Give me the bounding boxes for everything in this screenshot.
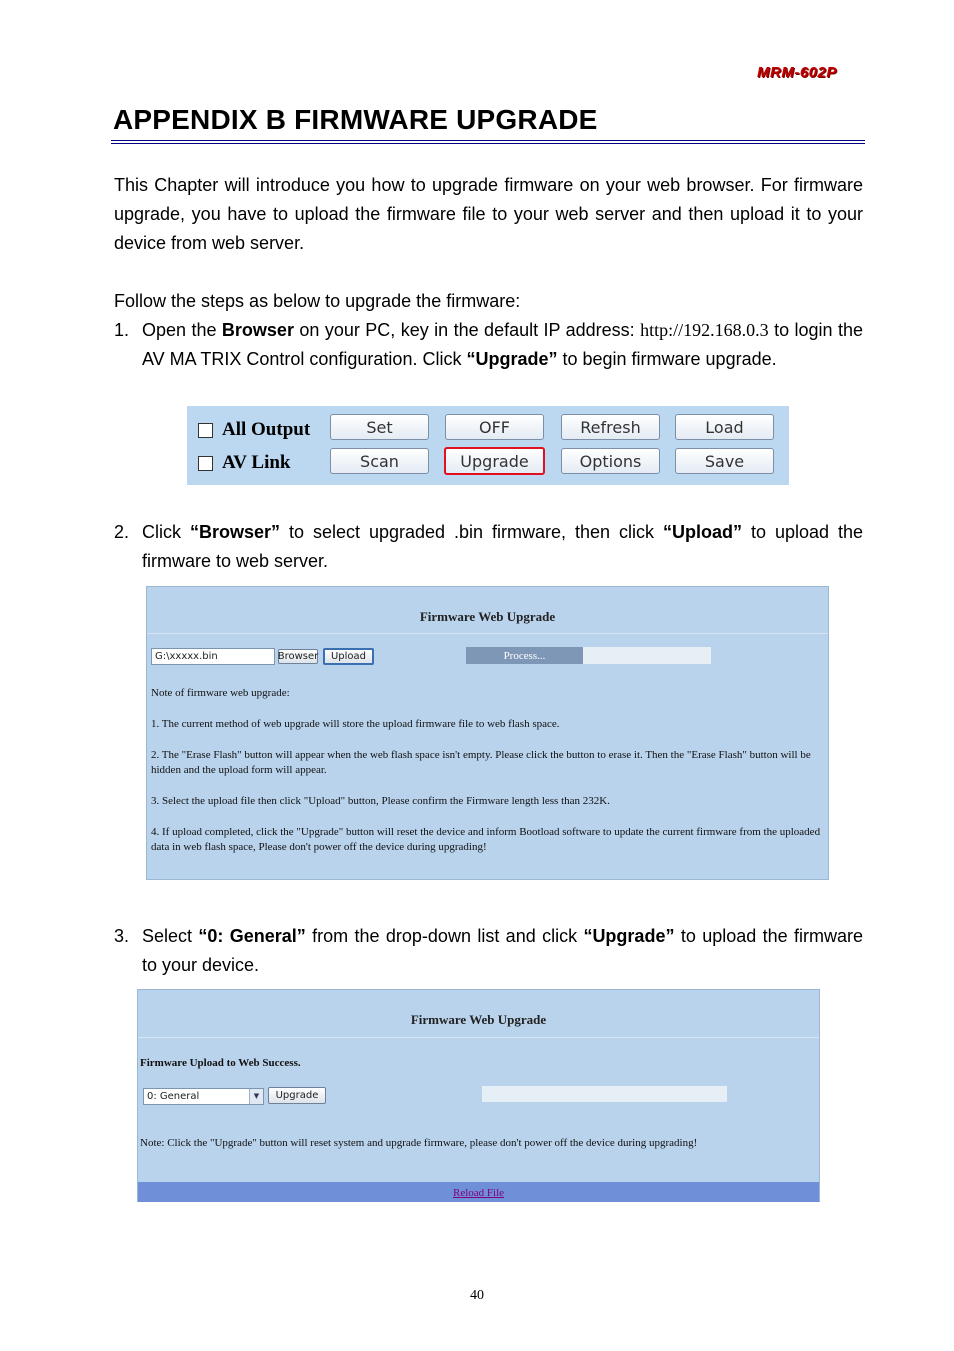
- step-number: 2.: [114, 522, 130, 542]
- note-item: 3. Select the upload file then click "Upload" button, Please confirm the Firmware length less than 232K.: [151, 795, 610, 807]
- web-upload-screenshot: [146, 586, 829, 880]
- title-rule: [111, 140, 865, 141]
- step-1: [114, 316, 863, 374]
- refresh-button[interactable]: Refresh: [561, 414, 660, 440]
- brand-logo: MRM-602P: [757, 64, 837, 81]
- step-text: Open the Browser on your PC, key in the default IP address: http://192.168.0.3 to login the AV MA TRIX Control configuration. Click “Upgrade” to begin firmware upgrade.: [142, 320, 863, 369]
- upload-progress-filled: Process...: [466, 647, 583, 664]
- step-3: [114, 922, 863, 980]
- step-text: Click “Browser” to select upgraded .bin firmware, then click “Upload” to upload the firmware to web server.: [142, 522, 864, 571]
- note-item: 4. If upload completed, click the "Upgrade" button will reset the device and inform Bootload software to update the current firmware from the uploaded data in web flash space, Please don't power off the device during upgrading!: [151, 826, 821, 853]
- off-button[interactable]: OFF: [445, 414, 544, 440]
- firmware-type-select[interactable]: 0: General ▼: [143, 1088, 264, 1105]
- note-heading: Note of firmware web upgrade:: [151, 687, 290, 699]
- upload-button[interactable]: Upload: [323, 648, 374, 665]
- options-button[interactable]: Options: [561, 448, 660, 474]
- web-upgrade-screenshot: [137, 989, 820, 1202]
- step-number: 1.: [114, 320, 130, 340]
- upgrade-note: Note: Click the "Upgrade" button will reset system and upgrade firmware, please don't power off the device during upgrading!: [140, 1137, 698, 1149]
- step-2: [114, 518, 863, 576]
- panel-divider: [147, 633, 828, 634]
- note-item: 2. The "Erase Flash" button will appear when the web flash space isn't empty. Please click the button to erase it. Then the "Erase Flash" button will be hidden and the upload form will appear.: [151, 749, 811, 776]
- page-title: APPENDIX B FIRMWARE UPGRADE: [113, 104, 598, 135]
- scan-button[interactable]: Scan: [330, 448, 429, 474]
- av-link-label: AV Link: [222, 452, 291, 473]
- chevron-down-icon[interactable]: ▼: [249, 1089, 263, 1104]
- save-button[interactable]: Save: [675, 448, 774, 474]
- upgrade-submit-button[interactable]: Upgrade: [268, 1087, 326, 1104]
- step-number: 3.: [114, 926, 130, 946]
- ip-address-link[interactable]: http://192.168.0.3: [640, 320, 769, 340]
- upgrade-button[interactable]: Upgrade: [444, 447, 545, 475]
- file-path-field[interactable]: G:\xxxxx.bin: [151, 648, 275, 665]
- note-item: 1. The current method of web upgrade will store the upload firmware file to web flash space.: [151, 718, 560, 730]
- upgrade-progress-bar: [482, 1086, 727, 1102]
- panel-divider: [138, 1037, 819, 1038]
- load-button[interactable]: Load: [675, 414, 774, 440]
- all-output-label: All Output: [222, 419, 311, 440]
- control-panel-screenshot: [187, 406, 789, 485]
- follow-paragraph: Follow the steps as below to upgrade the firmware:: [114, 291, 521, 311]
- browser-button[interactable]: Browser: [277, 651, 319, 662]
- upload-panel-title: Firmware Web Upgrade: [419, 609, 556, 624]
- reload-file-link[interactable]: Reload File: [452, 1187, 505, 1199]
- av-link-checkbox[interactable]: [198, 456, 213, 471]
- intro-paragraph: This Chapter will introduce you how to upgrade firmware on your web browser. For firmware upgrade, you have to upload the firmware file to your web server and then upload it to your device from web server.: [114, 175, 863, 253]
- step-text: Select “0: General” from the drop-down list and click “Upgrade” to upload the firmware to your device.: [142, 926, 863, 975]
- page-number: 40: [470, 1288, 484, 1303]
- upload-success-message: Firmware Upload to Web Success.: [140, 1057, 301, 1069]
- set-button[interactable]: Set: [330, 414, 429, 440]
- title-rule-secondary: [111, 143, 865, 144]
- reload-bar: [138, 1182, 819, 1202]
- upload-progress-remaining: [583, 647, 711, 664]
- upgrade-panel-title: Firmware Web Upgrade: [410, 1012, 547, 1027]
- all-output-checkbox[interactable]: [198, 423, 213, 438]
